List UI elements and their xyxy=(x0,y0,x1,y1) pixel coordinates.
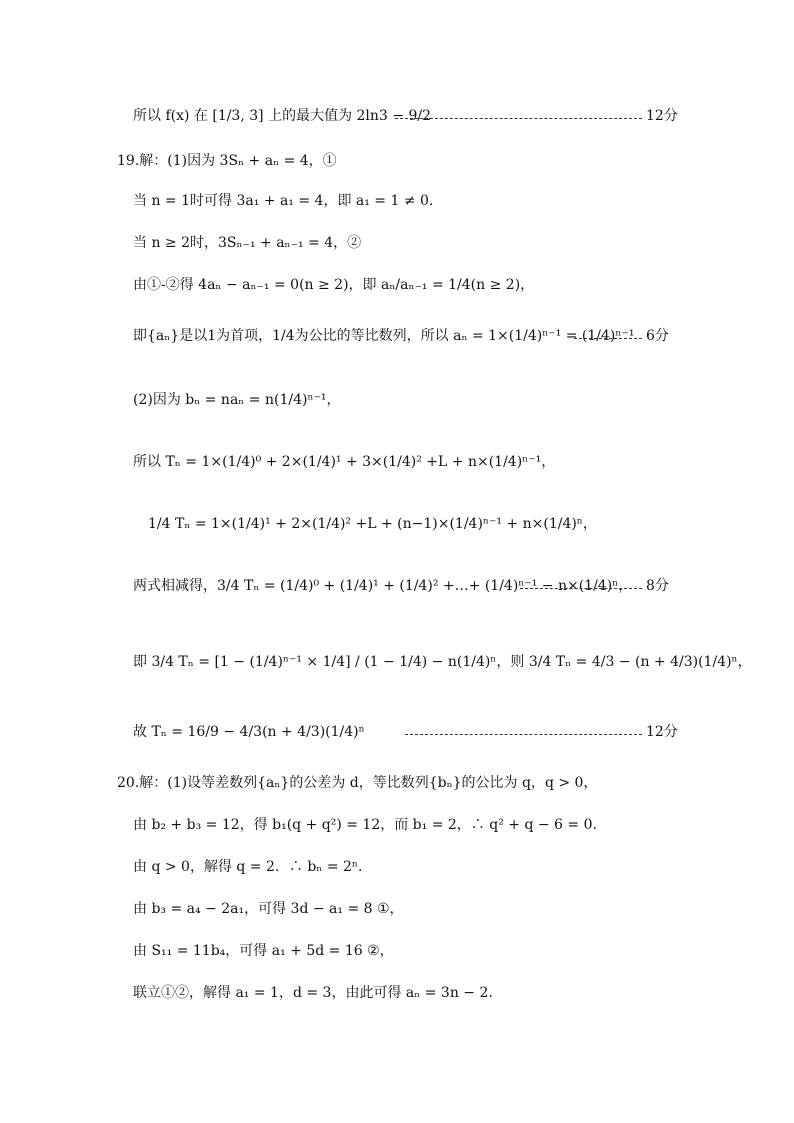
score-leader xyxy=(520,588,642,589)
line-text: 由①-②得 4aₙ − aₙ₋₁ = 0(n ≥ 2)，即 aₙ/aₙ₋₁ = 1/4(n ≥ 2)， xyxy=(133,277,535,293)
line-text: 由 S₁₁ = 11b₄，可得 a₁ + 5d = 16 ②， xyxy=(133,943,394,959)
solution-line xyxy=(133,452,555,472)
line-text: 由 q > 0，解得 q = 2．∴ bₙ = 2ⁿ. xyxy=(133,859,363,875)
line-text: 由 b₂ + b₃ = 12，得 b₁(q + q²) = 12，而 b₁ = 2，∴ q² + q − 6 = 0. xyxy=(133,817,597,833)
line-text: 20.解：(1)设等差数列{aₙ}的公差为 d，等比数列{bₙ}的公比为 q，q > 0， xyxy=(117,775,598,791)
score-leader xyxy=(405,734,642,735)
solution-line xyxy=(133,390,341,410)
line-text: 所以 Tₙ = 1×(1/4)⁰ + 2×(1/4)¹ + 3×(1/4)² +L + n×(1/4)ⁿ⁻¹， xyxy=(133,454,556,470)
solution-line xyxy=(133,275,534,295)
solution-line xyxy=(133,983,493,1003)
score-leader xyxy=(395,118,642,119)
score-label: 12分 xyxy=(646,108,678,124)
line-text: 两式相减得，3/4 Tₙ = (1/4)⁰ + (1/4)¹ + (1/4)² +…+ (1/4)ⁿ⁻¹ − n×(1/4)ⁿ， xyxy=(133,578,633,594)
solution-line xyxy=(133,233,361,253)
line-text: 故 Tₙ = 16/9 − 4/3(n + 4/3)(1/4)ⁿ xyxy=(133,724,365,740)
solution-line-18-conclusion xyxy=(133,106,431,126)
solution-line xyxy=(148,514,597,534)
solution-line xyxy=(133,191,433,211)
line-text: 由 b₃ = a₄ − 2a₁，可得 3d − a₁ = 8 ①， xyxy=(133,901,404,917)
problem-20-header xyxy=(117,773,597,793)
score-label: 12分 xyxy=(646,724,678,740)
solution-line xyxy=(133,652,752,672)
score-label: 6分 xyxy=(646,328,669,344)
solution-line xyxy=(133,815,597,835)
line-text: (2)因为 bₙ = naₙ = n(1/4)ⁿ⁻¹， xyxy=(133,392,341,408)
problem-19-header xyxy=(117,151,337,171)
line-text: 当 n = 1时可得 3a₁ + a₁ = 4，即 a₁ = 1 ≠ 0. xyxy=(133,193,434,209)
solution-line xyxy=(133,899,404,919)
line-text: 1/4 Tₙ = 1×(1/4)¹ + 2×(1/4)² +L + (n−1)×(1/4)ⁿ⁻¹ + n×(1/4)ⁿ， xyxy=(148,516,597,532)
score-label: 8分 xyxy=(646,578,669,594)
line-text: 即{aₙ}是以1为首项，1/4为公比的等比数列，所以 aₙ = 1×(1/4)ⁿ⁻¹ = (1/4)ⁿ⁻¹ xyxy=(133,328,635,344)
line-text: 即 3/4 Tₙ = [1 − (1/4)ⁿ⁻¹ × 1/4] / (1 − 1/4) − n(1/4)ⁿ，则 3/4 Tₙ = 4/3 − (n + 4/3)(1/4)ⁿ， xyxy=(133,654,752,670)
solution-line xyxy=(133,857,362,877)
line-text: 联立①②，解得 a₁ = 1，d = 3，由此可得 aₙ = 3n − 2. xyxy=(133,985,493,1001)
solution-line xyxy=(133,326,634,346)
score-leader xyxy=(574,338,642,339)
solution-line xyxy=(133,576,632,596)
line-text: 所以 f(x) 在 [1/3, 3] 上的最大值为 2ln3 − 9/2 xyxy=(133,108,431,124)
line-text: 19.解：(1)因为 3Sₙ + aₙ = 4，① xyxy=(117,153,337,169)
solution-line xyxy=(133,941,394,961)
solution-line xyxy=(133,722,365,742)
line-text: 当 n ≥ 2时，3Sₙ₋₁ + aₙ₋₁ = 4，② xyxy=(133,235,362,251)
